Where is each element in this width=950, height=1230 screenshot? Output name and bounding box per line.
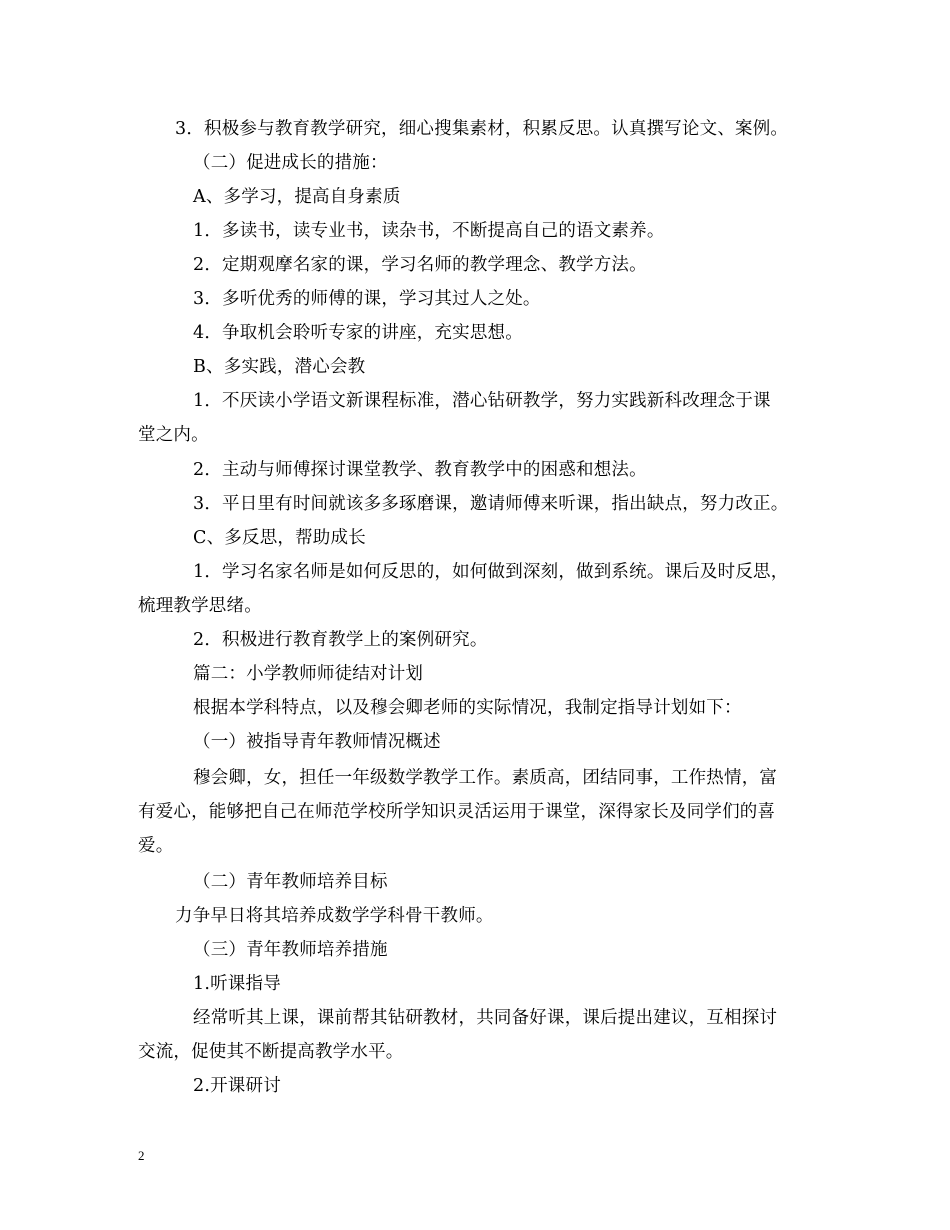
page-number: 2 xyxy=(138,1148,145,1163)
chapter-heading: 篇二：小学教师师徒结对计划 xyxy=(193,664,424,684)
text-line: 梳理教学思绪。 xyxy=(138,596,262,616)
text-line: 1．学习名家名师是如何反思的，如何做到深刻，做到系统。课后及时反思， xyxy=(193,562,789,582)
text-line: 穆会卿，女，担任一年级数学教学工作。素质高，团结同事，工作热情，富 xyxy=(193,768,778,788)
subsection-heading: B、多实践，潜心会教 xyxy=(193,357,366,377)
section-heading: （一）被指导青年教师情况概述 xyxy=(193,732,441,752)
text-line: 2．主动与师傅探讨课堂教学、教育教学中的困惑和想法。 xyxy=(193,460,647,480)
text-line: 爱。 xyxy=(138,836,174,856)
text-line: 3．积极参与教育教学研究，细心搜集素材，积累反思。认真撰写论文、案例。 xyxy=(175,119,789,139)
subsection-heading: 2.开课研讨 xyxy=(193,1076,281,1096)
text-line: 2．定期观摩名家的课，学习名师的教学理念、教学方法。 xyxy=(193,255,647,275)
section-heading: （二）促进成长的措施： xyxy=(193,153,388,173)
text-line: 有爱心，能够把自己在师范学校所学知识灵活运用于课堂，深得家长及同学们的喜 xyxy=(138,802,776,822)
text-line: 力争早日将其培养成数学学科骨干教师。 xyxy=(175,906,494,926)
subsection-heading: 1.听课指导 xyxy=(193,974,281,994)
section-heading: （三）青年教师培养措施 xyxy=(193,940,388,960)
subsection-heading: A、多学习，提高自身素质 xyxy=(193,187,401,207)
subsection-heading: C、多反思，帮助成长 xyxy=(193,528,366,548)
text-line: 4．争取机会聆听专家的讲座，充实思想。 xyxy=(193,323,523,343)
text-line: 2．积极进行教育教学上的案例研究。 xyxy=(193,630,488,650)
text-line: 3．多听优秀的师傅的课，学习其过人之处。 xyxy=(193,289,541,309)
section-heading: （二）青年教师培养目标 xyxy=(193,872,388,892)
text-line: 堂之内。 xyxy=(138,425,209,445)
text-line: 根据本学科特点，以及穆会卿老师的实际情况，我制定指导计划如下： xyxy=(193,698,742,718)
text-line: 交流，促使其不断提高教学水平。 xyxy=(138,1042,404,1062)
text-line: 1．不厌读小学语文新课程标准，潜心钻研教学，努力实践新科改理念于课 xyxy=(193,391,771,411)
text-line: 1．多读书，读专业书，读杂书，不断提高自己的语文素养。 xyxy=(193,221,665,241)
text-line: 3．平日里有时间就该多多琢磨课，邀请师傅来听课，指出缺点，努力改正。 xyxy=(193,494,789,514)
text-line: 经常听其上课，课前帮其钻研教材，共同备好课，课后提出建议，互相探讨 xyxy=(193,1008,778,1028)
